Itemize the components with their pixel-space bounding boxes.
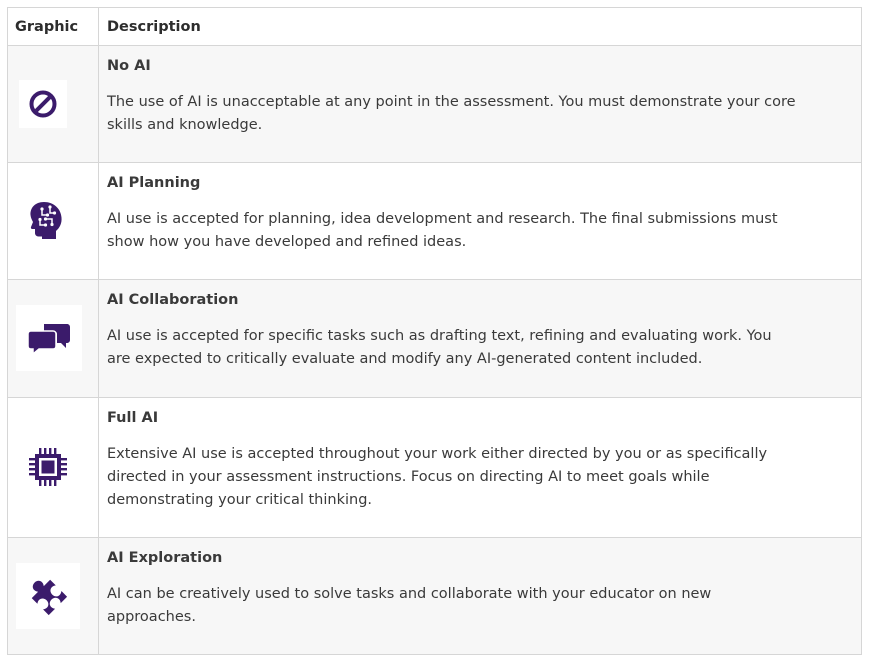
description-cell: [99, 538, 861, 654]
graphic-cell: [8, 46, 99, 162]
brain-head-icon: [28, 200, 64, 240]
row-description: The use of AI is unacceptable at any point in the assessment. You must demonstrate your core skills and knowledge.: [107, 94, 796, 133]
table-row-no-ai: [8, 46, 861, 163]
puzzle-piece-icon: [26, 574, 70, 618]
row-title: No AI: [107, 58, 151, 74]
table-header-row: [8, 8, 861, 46]
row-title: AI Planning: [107, 175, 201, 191]
row-title: AI Exploration: [107, 550, 223, 566]
row-description: AI use is accepted for specific tasks such as drafting text, refining and evaluating work. You are expected to critically evaluate and modify any AI-generated content included.: [107, 328, 772, 367]
graphic-cell: [8, 280, 99, 397]
chip-icon: [27, 446, 69, 488]
row-description: AI use is accepted for planning, idea development and research. The final submissions must show how you have developed and refined ideas.: [107, 211, 778, 250]
row-description: AI can be creatively used to solve tasks and collaborate with your educator on new approaches.: [107, 586, 712, 625]
header-cell-graphic: [8, 8, 99, 45]
description-cell: [99, 280, 861, 397]
chat-bubbles-icon: [27, 322, 71, 354]
description-cell: [99, 398, 861, 537]
graphic-cell: [8, 163, 99, 279]
header-cell-description: [99, 8, 861, 45]
header-graphic: Graphic: [15, 19, 79, 35]
icon-tile: [21, 443, 75, 491]
table-row-ai-planning: [8, 163, 861, 280]
ai-levels-table: [7, 7, 862, 655]
icon-tile: [16, 305, 82, 371]
table-row-full-ai: [8, 398, 861, 538]
no-entry-icon: [28, 89, 58, 119]
row-title: AI Collaboration: [107, 292, 239, 308]
table-row-ai-exploration: [8, 538, 861, 654]
icon-tile: [22, 196, 70, 244]
graphic-cell: [8, 538, 99, 654]
description-cell: [99, 163, 861, 279]
row-title: Full AI: [107, 410, 159, 426]
header-description: Description: [107, 19, 201, 35]
description-cell: [99, 46, 861, 162]
icon-tile: [16, 563, 80, 629]
table-row-ai-collaboration: [8, 280, 861, 398]
row-description: Extensive AI use is accepted throughout your work either directed by you or as specifically directed in your assessment instructions. Focus on directing AI to meet goals while demonstrating your critical thinking.: [107, 446, 768, 508]
icon-tile: [19, 80, 67, 128]
graphic-cell: [8, 398, 99, 537]
